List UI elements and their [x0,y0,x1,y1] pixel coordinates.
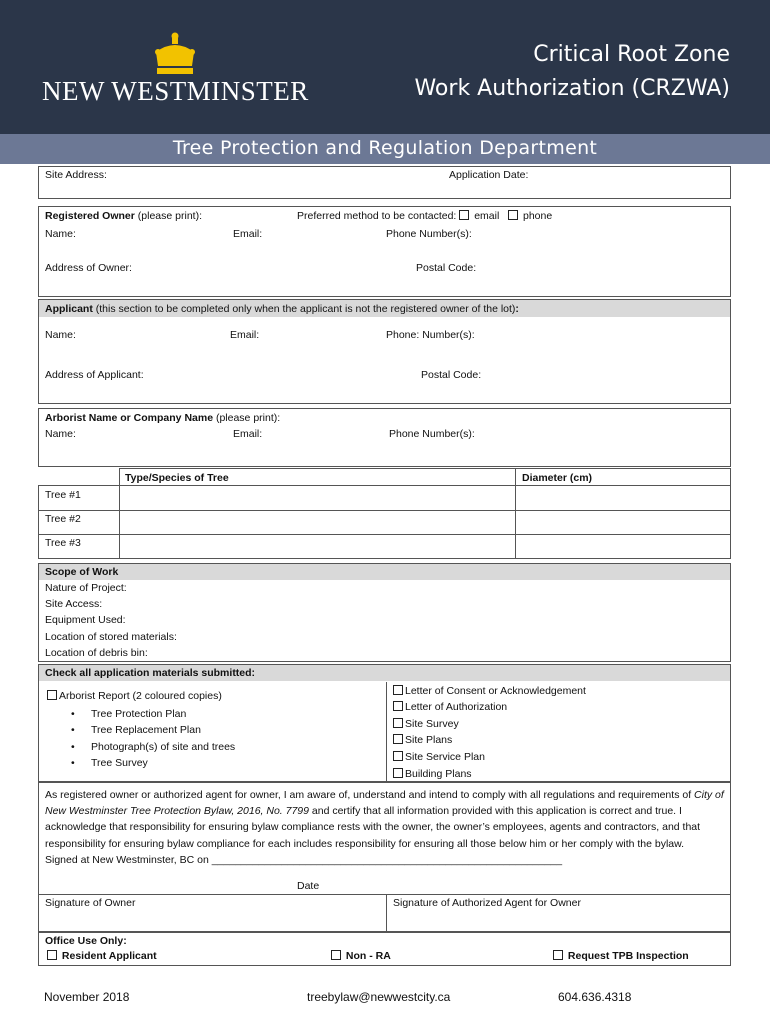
signature-agent-field[interactable]: Signature of Authorized Agent for Owner [393,897,581,909]
applicant-heading-bold: Applicant [45,303,93,315]
scope-item: Location of debris bin: [45,647,148,659]
form-title [414,38,730,106]
sub-item: • Tree Protection Plan [91,708,186,720]
arborist-report-item [47,690,222,702]
signature-owner-field[interactable]: Signature of Owner [45,897,136,909]
applicant-heading-note: (this section to be completed only when the applicant is not the registered owner of the lot) [92,303,516,315]
crown-logo-icon [152,32,198,76]
material-checkbox[interactable] [393,685,403,695]
arborist-heading-bold: Arborist Name or Company Name [45,412,214,424]
email-checkbox[interactable] [459,210,469,220]
scope-item: Site Access: [45,598,103,610]
scope-heading-bg [39,564,730,580]
arborist-heading [45,412,280,424]
owner-heading-note: (please print): [134,210,202,222]
org-name: NEW WESTMINSTER [42,76,309,106]
applicant-heading-colon: : [515,303,519,315]
owner-phone-label: Phone Number(s): [386,228,472,240]
arborist-phone-label: Phone Number(s): [389,428,475,440]
sub-item: • Tree Replacement Plan [91,724,201,736]
owner-section [38,206,731,297]
material-item: Building Plans [393,768,472,780]
email-option-label: email [474,210,500,222]
material-item: Site Survey [393,718,459,730]
scope-item: Location of stored materials: [45,631,177,643]
owner-heading [45,210,202,222]
material-checkbox[interactable] [393,751,403,761]
declaration-section [38,782,731,932]
scope-item: Equipment Used: [45,614,126,626]
footer-email[interactable]: treebylaw@newwestcity.ca [307,990,451,1004]
material-checkbox[interactable] [393,768,403,778]
material-item: Site Plans [393,734,452,746]
contact-preference-label: Preferred method to be contacted: [297,210,457,222]
materials-section [38,664,731,782]
col-species-header: Type/Species of Tree [125,472,229,484]
office-option: Non - RA [331,950,391,962]
scope-item: Nature of Project: [45,582,127,594]
tree-row-label: Tree #2 [45,513,81,525]
header-banner [0,0,770,134]
material-checkbox[interactable] [393,701,403,711]
applicant-address-label: Address of Applicant: [45,369,144,381]
non-ra-checkbox[interactable] [331,950,341,960]
sub-item: • Tree Survey [91,757,148,769]
arborist-heading-note: (please print): [213,412,281,424]
arborist-name-label: Name: [45,428,76,440]
owner-address-label: Address of Owner: [45,262,132,274]
applicant-email-label: Email: [230,329,260,341]
footer-phone: 604.636.4318 [558,990,632,1004]
material-checkbox[interactable] [393,734,403,744]
col-diameter-header: Diameter (cm) [522,472,593,484]
phone-checkbox[interactable] [508,210,518,220]
contact-preference [297,210,552,222]
scope-section [38,563,731,662]
resident-applicant-checkbox[interactable] [47,950,57,960]
form-title-line1: Critical Root Zone [533,42,730,67]
declaration-text: As registered owner or authorized agent for owner, I am aware of, understand and intend to comply with all regulations and requirements of City of New Westminster Tree Protection Bylaw, 2016, No. 7799 and certify that all information provided with this application is correct and true. I acknowledge that responsibility for ensuring bylaw compliance rests with the owner, the owner’s employees, agents and contractors, and that responsibility for ensuring bylaw compliance for each includes responsibility for ensuring all those below him or her comply with the bylaw. Signed at New Westminster, BC on ____________________________________________________________ [45,789,724,866]
arborist-report-checkbox[interactable] [47,690,57,700]
office-use-heading: Office Use Only: [45,935,127,947]
arborist-section [38,408,731,467]
material-item: Letter of Authorization [393,701,507,713]
owner-postal-label: Postal Code: [416,262,477,274]
scope-heading: Scope of Work [45,566,119,578]
material-item: Letter of Consent or Acknowledgement [393,685,586,697]
office-option: Request TPB Inspection [553,950,689,962]
arborist-email-label: Email: [233,428,263,440]
sub-item: • Photograph(s) of site and trees [91,741,235,753]
application-date-label: Application Date: [449,169,529,181]
office-use-section [38,932,731,966]
tree-row-label: Tree #1 [45,489,81,501]
request-inspection-checkbox[interactable] [553,950,563,960]
tree-row-label: Tree #3 [45,537,81,549]
applicant-section [38,299,731,404]
date-label: Date [297,880,320,892]
signed-at-line: Signed at New Westminster, BC on ____________________________________________________________ [45,853,563,866]
material-checkbox[interactable] [393,718,403,728]
owner-email-label: Email: [233,228,263,240]
applicant-postal-label: Postal Code: [421,369,482,381]
applicant-phone-label: Phone: Number(s): [386,329,475,341]
bylaw-reference: City of New Westminster Tree Protection Bylaw, 2016, No. 7799 [45,789,724,818]
department-title: Tree Protection and Regulation Department [172,137,598,159]
applicant-heading [45,303,519,315]
site-section [38,166,731,199]
owner-heading-bold: Registered Owner [45,210,135,222]
office-option: Resident Applicant [47,950,157,962]
footer-date: November 2018 [44,990,130,1004]
site-address-label: Site Address: [45,169,107,181]
materials-heading: Check all application materials submitted: [45,667,256,679]
applicant-name-label: Name: [45,329,76,341]
form-title-line2: Work Authorization (CRZWA) [414,76,730,101]
owner-name-label: Name: [45,228,76,240]
arborist-report-label: Arborist Report (2 coloured copies) [59,690,222,702]
material-item: Site Service Plan [393,751,485,763]
phone-option-label: phone [522,210,553,222]
